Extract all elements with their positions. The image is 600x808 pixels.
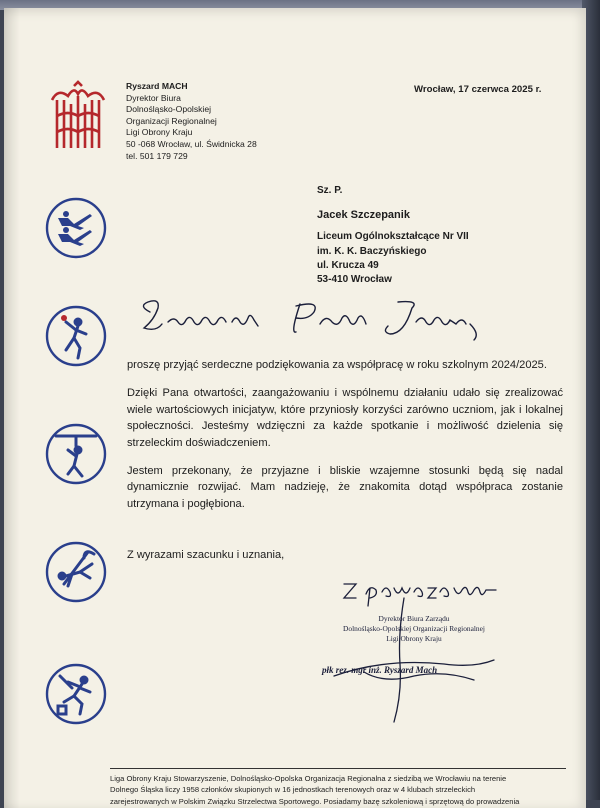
recipient-line: im. K. K. Baczyńskiego	[317, 245, 427, 257]
sender-line: 50 -068 Wrocław, ul. Świdnicka 28	[126, 138, 257, 149]
footer-line: zarejestrowanych w Polskim Związku Strzelectwa Sportowego. Posiadamy bazę szkoleniową i sprzętową do prowadzenia	[110, 796, 520, 806]
climbing-icon	[44, 422, 108, 486]
stamp-name: płk rez. mgr inż. Ryszard Mach	[322, 665, 438, 675]
recipient-line: ul. Krucza 49	[317, 259, 379, 271]
recipient-line: 53-410 Wrocław	[317, 274, 392, 286]
sender-line: Dyrektor Biura	[126, 92, 181, 103]
stamp-line: Dyrektor Biura Zarządu	[378, 614, 450, 623]
skydiving-icon	[44, 540, 108, 604]
body-paragraph: Dzięki Pana otwartości, zaangażowaniu i wspólnemu działaniu udało się zrealizować wiele wartościowych inicjatyw, które przyniosły korzyści zarówno uczniom, jak i lokalnej społeczności. Jesteśmy wdzięczni za każde spotkanie i możliwość dzielenia się strzeleckim doświadczeniem.	[127, 387, 563, 449]
footer-line: Liga Obrony Kraju Stowarzyszenie, Dolnośląsko-Opolska Organizacja Regionalna z siedzibą we Wrocławiu na terenie	[110, 774, 507, 783]
body-paragraph: Jestem przekonany, że przyjazne i bliskie wzajemne stosunki będą się nadal dynamicznie rozwijać. Mam nadzieję, że znakomita dotąd współpraca zostanie utrzymana i pogłębiona.	[127, 465, 563, 510]
running-icon	[44, 662, 108, 726]
letter-body	[127, 357, 563, 524]
body-paragraph: proszę przyjąć serdeczne podziękowania za współpracę w roku szkolnym 2024/2025.	[127, 359, 547, 371]
sender-line: Organizacji Regionalnej	[126, 115, 217, 126]
rifle-shooting-icon	[44, 196, 108, 260]
sender-block	[126, 81, 257, 162]
letter-date: Wrocław, 17 czerwca 2025 r.	[414, 84, 542, 95]
recipient-salutation: Sz. P.	[317, 185, 343, 196]
sender-name: Ryszard MACH	[126, 81, 188, 91]
handball-icon	[44, 304, 108, 368]
signature-scribble	[324, 594, 524, 724]
footer-line: Dolnego Śląska liczy 1958 członków skupionych w 16 jednostkach terenowych oraz w 4 klubach strzeleckich	[110, 785, 476, 795]
lok-logo-icon	[48, 82, 108, 152]
recipient-name: Jacek Szczepanik	[317, 209, 410, 222]
closing-line: Z wyrazami szacunku i uznania,	[127, 549, 285, 561]
recipient-block	[317, 184, 469, 287]
stamp-line: Dolnośląsko-Opolskiej Organizacji Regionalnej	[343, 624, 485, 633]
recipient-line: Liceum Ogólnokształcące Nr VII	[317, 231, 469, 243]
sender-line: Ligi Obrony Kraju	[126, 127, 193, 138]
letter-footer	[110, 768, 566, 807]
sender-line: Dolnośląsko-Opolskiej	[126, 104, 212, 115]
letter-page	[4, 8, 586, 808]
handwritten-greeting	[140, 294, 490, 344]
sender-line: tel. 501 179 729	[126, 150, 188, 161]
stamp-line: Ligi Obrony Kraju	[386, 634, 442, 643]
